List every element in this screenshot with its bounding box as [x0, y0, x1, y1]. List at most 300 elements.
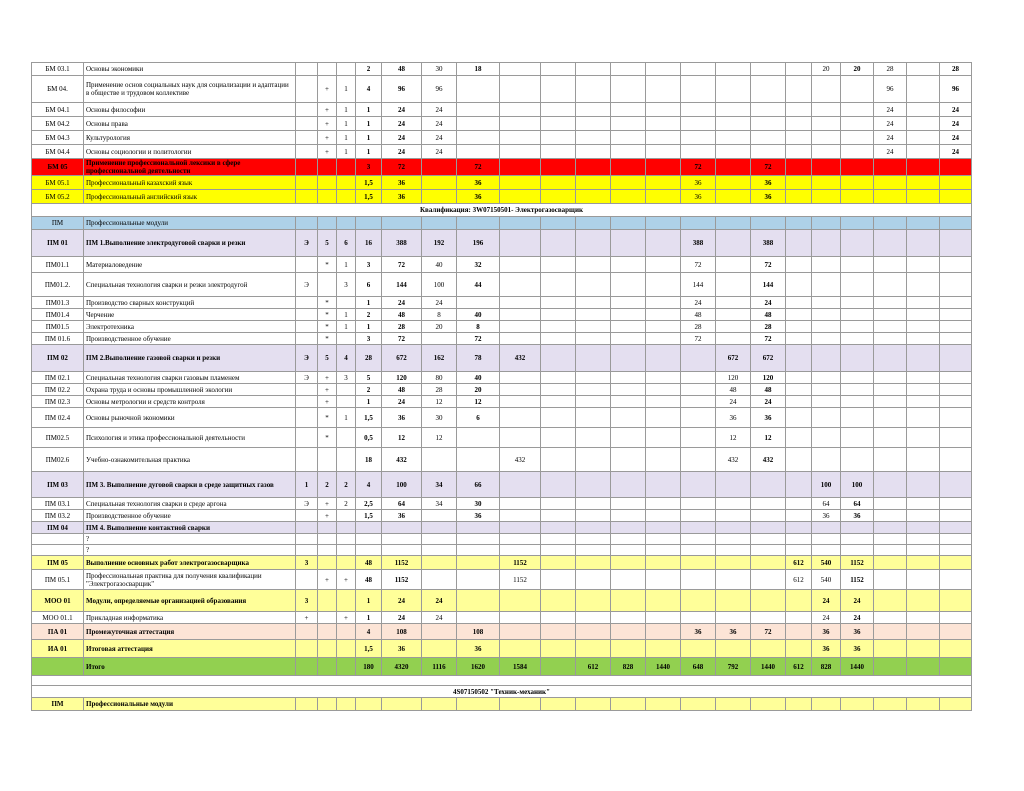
- value-cell: [681, 217, 716, 230]
- value-cell: [576, 63, 611, 76]
- value-cell: [786, 217, 812, 230]
- value-cell: 4320: [382, 658, 422, 676]
- value-cell: [751, 145, 786, 159]
- value-cell: 1: [296, 472, 318, 498]
- value-cell: 1584: [500, 658, 541, 676]
- value-cell: [681, 522, 716, 534]
- value-cell: [611, 590, 646, 612]
- value-cell: [296, 698, 318, 711]
- value-cell: [541, 448, 576, 472]
- value-cell: [681, 63, 716, 76]
- value-cell: 1440: [646, 658, 681, 676]
- module-code-cell: БМ 04.3: [32, 131, 84, 145]
- value-cell: [751, 522, 786, 534]
- value-cell: [296, 396, 318, 408]
- value-cell: [337, 545, 356, 556]
- value-cell: [841, 190, 874, 204]
- value-cell: [337, 217, 356, 230]
- value-cell: [576, 297, 611, 309]
- value-cell: [500, 534, 541, 545]
- value-cell: [841, 522, 874, 534]
- value-cell: [874, 448, 907, 472]
- value-cell: [611, 570, 646, 590]
- table-row: [32, 676, 972, 686]
- value-cell: [812, 309, 841, 321]
- value-cell: [541, 257, 576, 273]
- value-cell: 24: [751, 297, 786, 309]
- value-cell: [457, 522, 500, 534]
- module-name-cell: Основы экономики: [84, 63, 296, 76]
- module-name-cell: ПМ 1.Выполнение электродуговой сварки и резки: [84, 230, 296, 257]
- value-cell: 1,5: [356, 640, 382, 658]
- value-cell: 1: [356, 117, 382, 131]
- value-cell: [576, 159, 611, 176]
- value-cell: [841, 297, 874, 309]
- value-cell: 100: [382, 472, 422, 498]
- value-cell: 36: [751, 190, 786, 204]
- value-cell: [611, 257, 646, 273]
- value-cell: [786, 498, 812, 510]
- value-cell: 4: [356, 624, 382, 640]
- value-cell: [874, 428, 907, 448]
- table-row: [32, 590, 972, 612]
- value-cell: [874, 556, 907, 570]
- value-cell: [841, 545, 874, 556]
- value-cell: [646, 556, 681, 570]
- value-cell: [422, 522, 457, 534]
- value-cell: [907, 384, 940, 396]
- value-cell: [716, 590, 751, 612]
- value-cell: 36: [716, 624, 751, 640]
- value-cell: [541, 76, 576, 103]
- value-cell: [576, 522, 611, 534]
- value-cell: 3: [337, 273, 356, 297]
- value-cell: [611, 408, 646, 428]
- value-cell: [940, 658, 972, 676]
- value-cell: 180: [356, 658, 382, 676]
- value-cell: [296, 131, 318, 145]
- value-cell: [500, 590, 541, 612]
- value-cell: [296, 76, 318, 103]
- value-cell: [940, 190, 972, 204]
- value-cell: 30: [457, 498, 500, 510]
- module-name-cell: Выполнение основных работ электрогазосварщика: [84, 556, 296, 570]
- value-cell: [500, 217, 541, 230]
- value-cell: [716, 103, 751, 117]
- module-name-cell: Психология и этика профессиональной деятельности: [84, 428, 296, 448]
- value-cell: [907, 117, 940, 131]
- value-cell: [716, 309, 751, 321]
- value-cell: [751, 103, 786, 117]
- value-cell: [716, 257, 751, 273]
- value-cell: [337, 658, 356, 676]
- value-cell: 48: [382, 63, 422, 76]
- value-cell: 1: [337, 76, 356, 103]
- value-cell: [318, 590, 337, 612]
- value-cell: *: [318, 297, 337, 309]
- value-cell: [541, 428, 576, 448]
- value-cell: [296, 384, 318, 396]
- value-cell: [812, 384, 841, 396]
- value-cell: [812, 345, 841, 372]
- value-cell: 36: [841, 640, 874, 658]
- table-row: [32, 145, 972, 159]
- value-cell: 3: [337, 372, 356, 384]
- value-cell: 36: [841, 624, 874, 640]
- value-cell: 1: [356, 590, 382, 612]
- value-cell: [500, 428, 541, 448]
- table-row: [32, 257, 972, 273]
- value-cell: [576, 103, 611, 117]
- value-cell: [751, 545, 786, 556]
- value-cell: 36: [812, 510, 841, 522]
- value-cell: [576, 273, 611, 297]
- value-cell: 432: [382, 448, 422, 472]
- value-cell: [646, 217, 681, 230]
- value-cell: 540: [812, 556, 841, 570]
- value-cell: [611, 556, 646, 570]
- value-cell: [337, 333, 356, 345]
- value-cell: 3: [296, 556, 318, 570]
- value-cell: [646, 309, 681, 321]
- value-cell: 6: [457, 408, 500, 428]
- value-cell: 12: [422, 428, 457, 448]
- value-cell: [500, 545, 541, 556]
- value-cell: 792: [716, 658, 751, 676]
- value-cell: 48: [751, 309, 786, 321]
- value-cell: [356, 217, 382, 230]
- value-cell: [646, 190, 681, 204]
- value-cell: [457, 131, 500, 145]
- value-cell: [576, 472, 611, 498]
- value-cell: [940, 159, 972, 176]
- value-cell: [907, 522, 940, 534]
- value-cell: 5: [318, 230, 337, 257]
- value-cell: [681, 145, 716, 159]
- table-row: [32, 624, 972, 640]
- value-cell: [940, 396, 972, 408]
- value-cell: 4: [356, 472, 382, 498]
- value-cell: [541, 145, 576, 159]
- value-cell: [541, 309, 576, 321]
- value-cell: [940, 570, 972, 590]
- value-cell: 36: [681, 190, 716, 204]
- value-cell: Э: [296, 498, 318, 510]
- value-cell: 36: [457, 190, 500, 204]
- module-name-cell: Основы права: [84, 117, 296, 131]
- module-code-cell: БМ 03.1: [32, 63, 84, 76]
- value-cell: [907, 658, 940, 676]
- value-cell: [812, 396, 841, 408]
- value-cell: [337, 556, 356, 570]
- value-cell: 36: [812, 640, 841, 658]
- table-row: [32, 333, 972, 345]
- value-cell: [646, 145, 681, 159]
- value-cell: [576, 448, 611, 472]
- value-cell: 40: [457, 372, 500, 384]
- table-row: [32, 372, 972, 384]
- module-name-cell: Профессиональный казахский язык: [84, 176, 296, 190]
- value-cell: [874, 217, 907, 230]
- value-cell: [541, 510, 576, 522]
- value-cell: [874, 297, 907, 309]
- value-cell: 24: [751, 396, 786, 408]
- value-cell: [751, 570, 786, 590]
- empty-row: [32, 676, 972, 686]
- module-code-cell: ПМ 01.6: [32, 333, 84, 345]
- value-cell: [681, 448, 716, 472]
- value-cell: [940, 472, 972, 498]
- value-cell: [500, 103, 541, 117]
- value-cell: [681, 590, 716, 612]
- value-cell: [841, 217, 874, 230]
- value-cell: [907, 428, 940, 448]
- value-cell: 24: [382, 396, 422, 408]
- value-cell: +: [318, 117, 337, 131]
- value-cell: [611, 297, 646, 309]
- value-cell: [681, 117, 716, 131]
- value-cell: 672: [382, 345, 422, 372]
- value-cell: [318, 534, 337, 545]
- value-cell: [646, 257, 681, 273]
- value-cell: [940, 624, 972, 640]
- value-cell: [841, 321, 874, 333]
- value-cell: [646, 522, 681, 534]
- value-cell: 432: [500, 345, 541, 372]
- value-cell: [318, 545, 337, 556]
- value-cell: [422, 176, 457, 190]
- value-cell: [751, 556, 786, 570]
- value-cell: [681, 103, 716, 117]
- value-cell: [874, 230, 907, 257]
- value-cell: [940, 522, 972, 534]
- value-cell: [611, 472, 646, 498]
- value-cell: [541, 159, 576, 176]
- value-cell: [500, 321, 541, 333]
- value-cell: 36: [382, 176, 422, 190]
- value-cell: [874, 698, 907, 711]
- value-cell: [422, 534, 457, 545]
- table-row: [32, 612, 972, 624]
- value-cell: [716, 273, 751, 297]
- value-cell: [500, 640, 541, 658]
- value-cell: 3: [356, 333, 382, 345]
- table-row: [32, 230, 972, 257]
- value-cell: [457, 590, 500, 612]
- value-cell: [611, 176, 646, 190]
- module-name-cell: Профессиональные модули: [84, 217, 296, 230]
- value-cell: [500, 297, 541, 309]
- value-cell: [611, 510, 646, 522]
- value-cell: 72: [382, 159, 422, 176]
- table-row: [32, 176, 972, 190]
- value-cell: 108: [457, 624, 500, 640]
- value-cell: [751, 640, 786, 658]
- value-cell: [541, 190, 576, 204]
- value-cell: [646, 510, 681, 522]
- module-name-cell: ?: [84, 545, 296, 556]
- value-cell: [296, 159, 318, 176]
- value-cell: 1,5: [356, 176, 382, 190]
- value-cell: 3: [356, 159, 382, 176]
- value-cell: [907, 408, 940, 428]
- value-cell: [337, 590, 356, 612]
- value-cell: [500, 612, 541, 624]
- value-cell: 36: [382, 408, 422, 428]
- value-cell: 36: [382, 190, 422, 204]
- value-cell: [576, 131, 611, 145]
- module-name-cell: ПМ 4. Выполнение контактной сварки: [84, 522, 296, 534]
- value-cell: [874, 590, 907, 612]
- value-cell: [337, 624, 356, 640]
- value-cell: [874, 408, 907, 428]
- table-row: [32, 273, 972, 297]
- value-cell: [541, 131, 576, 145]
- table-row: [32, 448, 972, 472]
- table-row: [32, 640, 972, 658]
- value-cell: 72: [751, 159, 786, 176]
- module-name-cell: ПМ 2.Выполнение газовой сварки и резки: [84, 345, 296, 372]
- table-row: [32, 321, 972, 333]
- value-cell: [907, 570, 940, 590]
- value-cell: +: [337, 570, 356, 590]
- value-cell: 4: [337, 345, 356, 372]
- value-cell: 5: [318, 345, 337, 372]
- value-cell: [337, 396, 356, 408]
- value-cell: 144: [681, 273, 716, 297]
- value-cell: [812, 321, 841, 333]
- value-cell: [812, 131, 841, 145]
- value-cell: [576, 309, 611, 321]
- value-cell: [812, 522, 841, 534]
- value-cell: 72: [382, 333, 422, 345]
- value-cell: [576, 345, 611, 372]
- module-code-cell: ПМ01.2.: [32, 273, 84, 297]
- value-cell: 24: [940, 131, 972, 145]
- module-code-cell: ПМ 02.1: [32, 372, 84, 384]
- value-cell: [337, 297, 356, 309]
- value-cell: 28: [422, 384, 457, 396]
- value-cell: 1: [337, 309, 356, 321]
- value-cell: [576, 428, 611, 448]
- value-cell: [500, 498, 541, 510]
- value-cell: [646, 448, 681, 472]
- table-row: [32, 556, 972, 570]
- table-row: [32, 159, 972, 176]
- value-cell: [646, 408, 681, 428]
- value-cell: 64: [812, 498, 841, 510]
- value-cell: [940, 498, 972, 510]
- value-cell: [422, 624, 457, 640]
- value-cell: [500, 384, 541, 396]
- value-cell: 2: [356, 309, 382, 321]
- module-code-cell: БМ 04.4: [32, 145, 84, 159]
- value-cell: 612: [786, 570, 812, 590]
- value-cell: [646, 396, 681, 408]
- value-cell: [422, 698, 457, 711]
- value-cell: [812, 534, 841, 545]
- value-cell: [382, 534, 422, 545]
- value-cell: 36: [841, 510, 874, 522]
- value-cell: 24: [382, 145, 422, 159]
- value-cell: [841, 257, 874, 273]
- value-cell: [940, 297, 972, 309]
- value-cell: [812, 545, 841, 556]
- value-cell: [422, 570, 457, 590]
- value-cell: [786, 698, 812, 711]
- value-cell: [296, 624, 318, 640]
- value-cell: 100: [841, 472, 874, 498]
- value-cell: [457, 612, 500, 624]
- value-cell: [716, 145, 751, 159]
- value-cell: 388: [751, 230, 786, 257]
- value-cell: [786, 230, 812, 257]
- value-cell: [646, 117, 681, 131]
- value-cell: 20: [812, 63, 841, 76]
- value-cell: [681, 131, 716, 145]
- value-cell: [541, 103, 576, 117]
- value-cell: *: [318, 257, 337, 273]
- value-cell: 72: [457, 159, 500, 176]
- value-cell: [907, 309, 940, 321]
- value-cell: [940, 612, 972, 624]
- value-cell: [611, 545, 646, 556]
- value-cell: [457, 103, 500, 117]
- value-cell: [457, 698, 500, 711]
- value-cell: [611, 131, 646, 145]
- value-cell: [874, 190, 907, 204]
- value-cell: [296, 190, 318, 204]
- value-cell: [422, 190, 457, 204]
- value-cell: [786, 612, 812, 624]
- value-cell: [874, 640, 907, 658]
- module-code-cell: ПМ 05.1: [32, 570, 84, 590]
- value-cell: [576, 333, 611, 345]
- value-cell: [576, 257, 611, 273]
- value-cell: 28: [681, 321, 716, 333]
- value-cell: 1,5: [356, 408, 382, 428]
- module-name-cell: Основы рыночной экономики: [84, 408, 296, 428]
- value-cell: 24: [841, 612, 874, 624]
- table-row: [32, 345, 972, 372]
- value-cell: [500, 510, 541, 522]
- value-cell: [611, 217, 646, 230]
- value-cell: 1440: [841, 658, 874, 676]
- value-cell: 1440: [751, 658, 786, 676]
- value-cell: [296, 297, 318, 309]
- value-cell: [841, 534, 874, 545]
- value-cell: [812, 190, 841, 204]
- value-cell: [646, 590, 681, 612]
- value-cell: [907, 76, 940, 103]
- qualification-title: 4S07150502 "Техник-механик": [32, 686, 972, 698]
- value-cell: [382, 522, 422, 534]
- table-row: [32, 408, 972, 428]
- value-cell: [812, 145, 841, 159]
- value-cell: [646, 159, 681, 176]
- value-cell: [541, 498, 576, 510]
- value-cell: 144: [751, 273, 786, 297]
- value-cell: [611, 698, 646, 711]
- value-cell: [786, 309, 812, 321]
- value-cell: 36: [681, 624, 716, 640]
- value-cell: [541, 522, 576, 534]
- value-cell: [318, 448, 337, 472]
- module-code-cell: БМ 05.2: [32, 190, 84, 204]
- value-cell: [874, 498, 907, 510]
- table-row: [32, 698, 972, 711]
- value-cell: [751, 498, 786, 510]
